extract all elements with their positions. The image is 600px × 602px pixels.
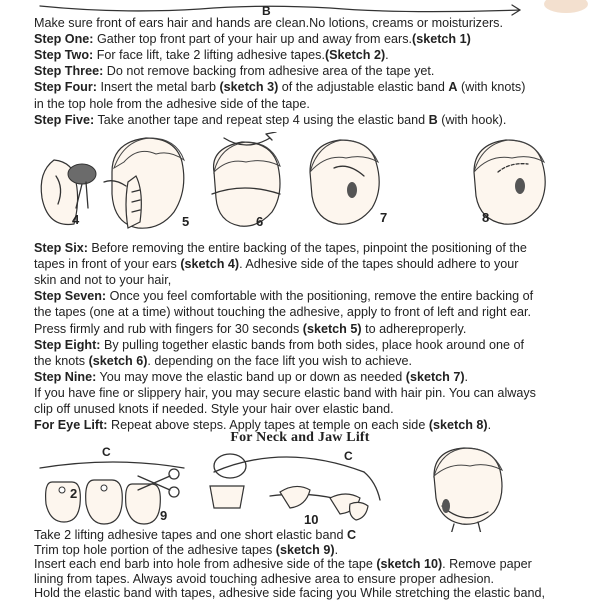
sketch-reference: (sketch 9) xyxy=(275,542,335,557)
step-label: Step Seven: xyxy=(34,289,107,304)
tape-patch-icon xyxy=(347,182,357,198)
step-text: Trim top hole portion of the adhesive tapes xyxy=(34,542,276,557)
steps-block3-line xyxy=(34,572,494,588)
step-text: lining from tapes. Always avoid touching adhesive area to ensure proper adhesion. xyxy=(34,571,494,586)
steps-block1-line xyxy=(34,32,471,48)
steps-block2-line xyxy=(34,289,533,305)
steps-block2-line xyxy=(34,386,536,402)
step-label: Step Three: xyxy=(34,64,104,79)
steps-block2-line xyxy=(34,338,524,354)
top-band-sketch xyxy=(0,0,600,16)
tape-patch-icon xyxy=(442,499,450,513)
steps-block2-line xyxy=(34,402,394,418)
step-text: Once you feel comfortable with the positioning, remove the entire backing of xyxy=(106,289,534,304)
step-label: Step One: xyxy=(34,32,94,47)
step-text: Before removing the entire backing of the tapes, pinpoint the positioning of the xyxy=(87,241,527,255)
steps-block1-line xyxy=(34,97,310,113)
sketch-reference: (sketch 6) xyxy=(88,353,148,368)
step-text: If you have fine or slippery hair, you may secure elastic band with hair pin. You can always xyxy=(34,385,536,400)
step-text: clip off unused knots if needed. Style your hair over elastic band. xyxy=(34,402,394,416)
sketch-7-number: 7 xyxy=(380,210,388,225)
steps-block3-line xyxy=(34,557,532,573)
step-text: For face lift, take 2 lifting adhesive tapes. xyxy=(93,48,325,63)
step-text: to adhereproperly. xyxy=(361,321,467,336)
step-text: the tapes (one at a time) without touching the adhesive, apply to front of left and right ear. xyxy=(34,305,532,320)
finger-tip-sketch xyxy=(544,0,588,13)
steps-block2-line xyxy=(34,354,412,370)
sketch-reference: (sketch 10) xyxy=(376,557,443,572)
steps-block2-line xyxy=(34,370,468,386)
steps-block1-line xyxy=(34,48,389,64)
step-text: . xyxy=(385,48,389,63)
step-label: Step Six: xyxy=(34,241,88,255)
steps-block3-line xyxy=(34,528,356,544)
sketch-reference: (sketch 1) xyxy=(412,32,471,47)
sketch-9-trim xyxy=(126,469,179,524)
step-text: . xyxy=(487,418,492,433)
section-title-neck-jaw: For Neck and Jaw Lift xyxy=(230,430,370,445)
steps-block2-line xyxy=(34,273,171,289)
sketch-6-head-back xyxy=(212,132,280,229)
sketch-row-neck-lift xyxy=(34,446,564,532)
hand-icon xyxy=(280,486,310,508)
steps-block2-line xyxy=(34,241,527,257)
sketch-reference: (Sketch 2) xyxy=(324,48,386,63)
steps-block3-line xyxy=(34,543,338,559)
step-text: Gather top front part of your hair up and away from ears. xyxy=(93,32,412,47)
step-text: Hold the elastic band with tapes, adhesive side facing you While stretching the elastic band, xyxy=(34,586,546,601)
sketch-reference: (sketch 7) xyxy=(405,369,465,384)
step-text: Do not remove backing from adhesive area of the tape yet. xyxy=(103,64,435,79)
step-text: . xyxy=(334,542,339,557)
elastic-band-c-line xyxy=(40,462,184,468)
steps-block1-line xyxy=(34,16,503,32)
step-text: of the adjustable elastic band xyxy=(278,80,449,95)
steps-block2-line xyxy=(34,305,531,321)
tape-patch-icon xyxy=(515,178,525,194)
sketch-reference: B xyxy=(428,112,438,127)
sketch-8-number: 8 xyxy=(482,210,490,225)
sketch-reference: C xyxy=(346,528,357,542)
step-label: Step Nine: xyxy=(34,369,97,384)
step-label: Step Five: xyxy=(34,112,95,127)
sketch-9-number: 9 xyxy=(160,508,168,523)
step-text: Take 2 lifting adhesive tapes and one short elastic band xyxy=(34,528,347,542)
step-text: (with hook). xyxy=(437,112,507,127)
step-text: (with knots) xyxy=(457,80,526,95)
step-label: Step Two: xyxy=(34,48,94,63)
sketch-4-ear xyxy=(41,160,96,227)
sketch-10-number: 10 xyxy=(304,512,319,527)
sketch-10-stretch xyxy=(270,486,368,527)
band-c-label-right: C xyxy=(344,449,353,463)
step-text: skin and not to your hair, xyxy=(34,273,172,288)
sketch-6-number: 6 xyxy=(256,214,264,229)
sketch-7-head-side xyxy=(310,140,387,225)
band-b-label: B xyxy=(262,4,271,16)
steps-block1-line xyxy=(34,80,525,96)
steps-block2-line xyxy=(34,257,518,273)
steps-block1-line xyxy=(34,64,434,80)
step-label: Step Eight: xyxy=(34,337,101,352)
step-label: Step Four: xyxy=(34,80,97,95)
sketch-reference: A xyxy=(448,80,458,95)
step-text: Repeat above steps. Apply tapes at temple on each side xyxy=(107,418,429,433)
sketch-4-number: 4 xyxy=(72,212,80,227)
tape-patch-icon xyxy=(68,164,96,184)
step-text: the knots xyxy=(34,353,89,368)
steps-block1-line xyxy=(34,113,506,129)
sketch-8-eye-lift xyxy=(474,140,545,225)
sketch-5-head-press xyxy=(104,138,189,229)
step-text: By pulling together elastic bands from both sides, place hook around one of xyxy=(100,337,525,352)
step-text: Insert each end barb into hole from adhesive side of the tape xyxy=(34,557,377,572)
step-text: You may move the elastic band up or down as needed xyxy=(96,369,406,384)
step-text: in the top hole from the adhesive side of the tape. xyxy=(34,96,310,111)
step-text: Take another tape and repeat step 4 using the elastic band xyxy=(94,112,429,127)
step-text: Make sure front of ears hair and hands are clean.No lotions, creams or moisturizers. xyxy=(34,16,503,30)
sketch-row-face-lift xyxy=(34,132,564,240)
sketch-5-number: 5 xyxy=(182,214,190,229)
sketch-reference: (sketch 5) xyxy=(302,321,362,336)
sketch-2-tapes xyxy=(46,480,123,524)
step-label: For Eye Lift: xyxy=(34,418,108,433)
step-text: . xyxy=(464,369,469,384)
step-text: Press firmly and rub with fingers for 30 seconds xyxy=(34,321,303,336)
step-text: . Adhesive side of the tapes should adhere to your xyxy=(239,257,519,272)
sketch-2-number: 2 xyxy=(70,486,78,501)
sketch-reference: (sketch 8) xyxy=(428,418,488,433)
sketch-reference: (sketch 3) xyxy=(219,80,279,95)
step-text: Insert the metal barb xyxy=(96,80,220,95)
step-text: tapes in front of your ears xyxy=(34,257,181,272)
steps-block2-line xyxy=(34,322,466,338)
elastic-band-b-line xyxy=(40,6,520,12)
sketch-reference: (sketch 4) xyxy=(180,257,240,272)
elastic-band-c-line-2 xyxy=(214,457,364,472)
band-c-label-left: C xyxy=(102,446,111,459)
step-text: . depending on the face lift you wish to achieve. xyxy=(147,353,413,368)
sketch-neck-head xyxy=(434,448,502,532)
step-text: . Remove paper xyxy=(442,557,532,572)
